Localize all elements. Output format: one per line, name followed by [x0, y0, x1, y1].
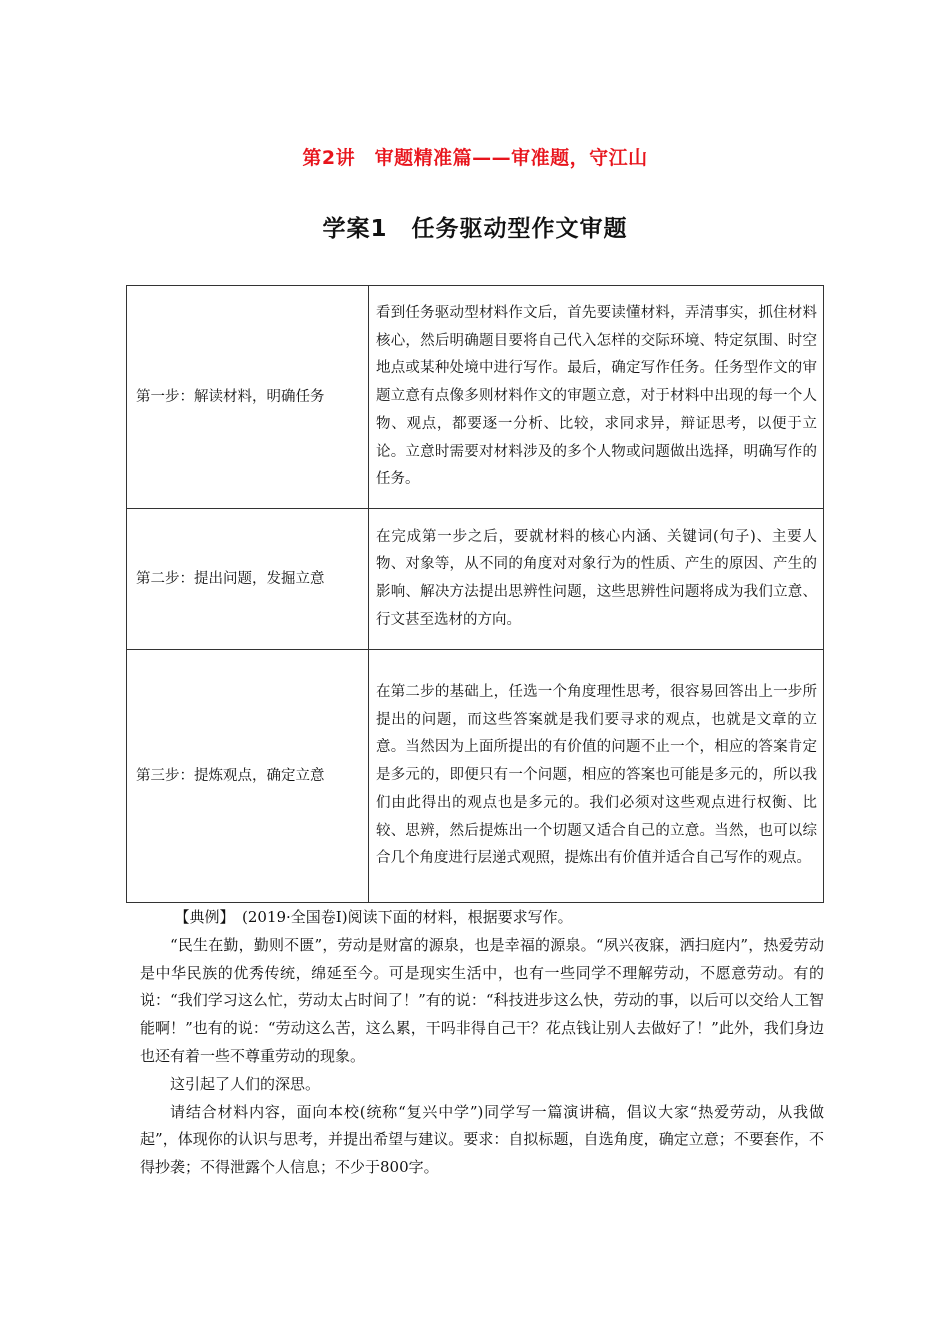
steps-table	[126, 285, 824, 903]
example-section	[140, 904, 824, 1182]
chapter-title: 第2讲 审题精准篇——审准题，守江山	[302, 147, 648, 169]
step-description: 在第二步的基础上，任选一个角度理性思考，很容易回答出上一步所提出的问题，而这些答案就是我们要寻求的观点，也就是文章的立意。当然因为上面所提出的有价值的问题不止一个，相应的答案肯定是多元的，即便只有一个问题，相应的答案也可能是多元的，所以我们由此得出的观点也是多元的。我们必须对这些观点进行权衡、比较、思辨，然后提炼出一个切题又适合自己的立意。当然，也可以综合几个角度进行层递式观照，提炼出有价值并适合自己写作的观点。	[369, 650, 824, 903]
step-label: 第一步：解读材料，明确任务	[127, 286, 369, 509]
example-intro: (2019·全国卷Ⅰ)阅读下面的材料，根据要求写作。	[227, 908, 573, 926]
table-row	[127, 509, 824, 650]
example-paragraph: 请结合材料内容，面向本校(统称“复兴中学”)同学写一篇演讲稿，倡议大家“热爱劳动，从我做起”，体现你的认识与思考，并提出希望与建议。要求：自拟标题，自选角度，确定立意；不要套作，不得抄袭；不得泄露个人信息；不少于800字。	[140, 1102, 824, 1177]
step-label: 第二步：提出问题，发掘立意	[127, 509, 369, 650]
table-row	[127, 286, 824, 509]
example-paragraph: “民生在勤，勤则不匮”，劳动是财富的源泉，也是幸福的源泉。“夙兴夜寐，洒扫庭内”，热爱劳动是中华民族的优秀传统，绵延至今。可是现实生活中，也有一些同学不理解劳动，不愿意劳动。有的说：“我们学习这么忙，劳动太占时间了！”有的说：“科技进步这么快，劳动的事，以后可以交给人工智能啊！”也有的说：“劳动这么苦，这么累，干吗非得自己干？花点钱让别人去做好了！”此外，我们身边也还有着一些不尊重劳动的现象。	[140, 935, 824, 1065]
table-row	[127, 650, 824, 903]
example-heading	[140, 904, 824, 932]
example-tag: 【典例】	[174, 908, 228, 926]
lesson-title: 学案1 任务驱动型作文审题	[322, 216, 628, 242]
step-label: 第三步：提炼观点，确定立意	[127, 650, 369, 903]
example-paragraph: 这引起了人们的深思。	[170, 1074, 321, 1093]
step-description: 看到任务驱动型材料作文后，首先要读懂材料，弄清事实，抓住材料核心，然后明确题目要将自己代入怎样的交际环境、特定氛围、时空地点或某种处境中进行写作。最后，确定写作任务。任务型作文的审题立意有点像多则材料作文的审题立意，对于材料中出现的每一个人物、观点，都要逐一分析、比较，求同求异，辩证思考，以便于立论。立意时需要对材料涉及的多个人物或问题做出选择，明确写作的任务。	[369, 286, 824, 509]
step-description: 在完成第一步之后，要就材料的核心内涵、关键词(句子)、主要人物、对象等，从不同的角度对对象行为的性质、产生的原因、产生的影响、解决方法提出思辨性问题，这些思辨性问题将成为我们立意、行文甚至选材的方向。	[369, 509, 824, 650]
